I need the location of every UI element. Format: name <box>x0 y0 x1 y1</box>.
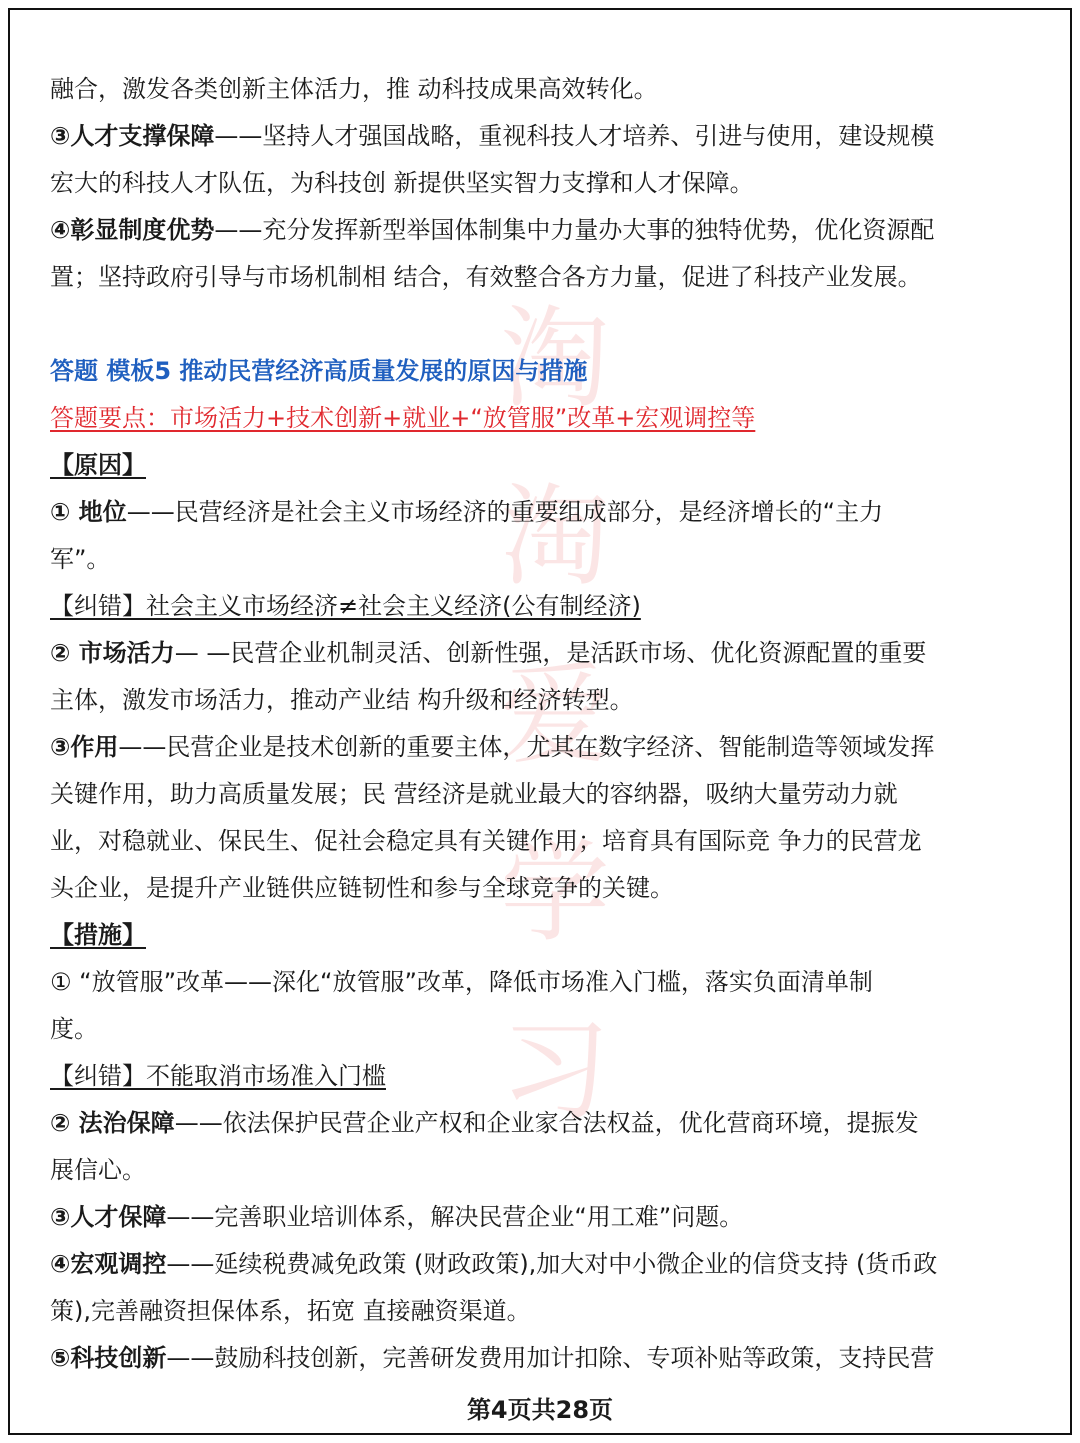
paragraph-line: 融合，激发各类创新主体活力，推 动科技成果高效转化。 <box>50 75 658 103</box>
paragraph-line: ② 市场活力— —民营企业机制灵活、创新性强，是活跃市场、优化资源配置的重要 <box>50 639 927 667</box>
paragraph-line: ③作用——民营企业是技术创新的重要主体，尤其在数字经济、智能制造等领域发挥 <box>50 733 935 761</box>
section-header-measures: 【措施】 <box>50 921 146 949</box>
item-heading: ③人才支撑保障 <box>50 122 215 150</box>
watermark-char: 学 <box>500 829 610 957</box>
paragraph-line: ③人才支撑保障——坚持人才强国战略，重视科技人才培养、引进与使用，建设规模 <box>50 122 935 150</box>
paragraph-line: ④彰显制度优势——充分发挥新型举国体制集中力量办大事的独特优势，优化资源配 <box>50 216 935 244</box>
paragraph-line: 头企业，是提升产业链供应链韧性和参与全球竞争的关键。 <box>50 874 674 902</box>
page-footer: 第4页共28页 <box>466 1396 614 1424</box>
item-heading: ④彰显制度优势 <box>50 216 215 244</box>
paragraph-line: 军”。 <box>50 545 111 573</box>
item-heading: ⑤科技创新 <box>50 1344 167 1372</box>
watermark-char: 淘 <box>500 473 610 601</box>
paragraph-line: 业，对稳就业、保民生、促社会稳定具有关键作用；培育具有国际竞 争力的民营龙 <box>50 827 922 855</box>
paragraph-line: ② 法治保障——依法保护民营企业产权和企业家合法权益，优化营商环境，提振发 <box>50 1109 919 1137</box>
paragraph-line: 关键作用，助力高质量发展；民 营经济是就业最大的容纳器，吸纳大量劳动力就 <box>50 780 898 808</box>
item-heading: ② 法治保障 <box>50 1109 175 1137</box>
correction-note: 【纠错】不能取消市场准入门槛 <box>50 1062 386 1090</box>
item-heading: ① 地位 <box>50 498 127 526</box>
correction-note: 【纠错】社会主义市场经济≠社会主义经济(公有制经济) <box>50 592 641 620</box>
paragraph-line: 置；坚持政府引导与市场机制相 结合，有效整合各方力量，促进了科技产业发展。 <box>50 263 922 291</box>
watermark-char: 淘 <box>500 295 610 423</box>
item-heading: ④宏观调控 <box>50 1250 167 1278</box>
paragraph-line: ③人才保障——完善职业培训体系，解决民营企业“用工难”问题。 <box>50 1203 744 1231</box>
paragraph-line: ① 地位——民营经济是社会主义市场经济的重要组成部分，是经济增长的“主力 <box>50 498 884 526</box>
item-heading: ③作用 <box>50 733 119 761</box>
watermark-char: 爱 <box>500 651 610 779</box>
item-heading: ③人才保障 <box>50 1203 167 1231</box>
key-points-line <box>50 395 1025 442</box>
paragraph-line: 主体，激发市场活力，推动产业结 构升级和经济转型。 <box>50 686 634 714</box>
key-points: 答题要点：市场活力+技术创新+就业+“放管服”改革+宏观调控等 <box>50 404 756 432</box>
paragraph-line: ① “放管服”改革——深化“放管服”改革，降低市场准入门槛，落实负面清单制 <box>50 968 873 996</box>
section-header-reasons: 【原因】 <box>50 451 146 479</box>
module-title: 答题 模板5 推动民营经济高质量发展的原因与措施 <box>50 357 588 385</box>
document-body <box>50 66 1025 1382</box>
item-heading: ② 市场活力 <box>50 639 175 667</box>
paragraph-line: 展信心。 <box>50 1156 146 1184</box>
watermark-char: 习 <box>500 1007 610 1135</box>
paragraph-line: 策),完善融资担保体系，拓宽 直接融资渠道。 <box>50 1297 531 1325</box>
paragraph-line: 宏大的科技人才队伍，为科技创 新提供坚实智力支撑和人才保障。 <box>50 169 754 197</box>
paragraph-line: ④宏观调控——延续税费减免政策 (财政政策),加大对中小微企业的信贷支持 (货币政 <box>50 1250 938 1278</box>
paragraph-line: ⑤科技创新——鼓励科技创新，完善研发费用加计扣除、专项补贴等政策，支持民营 <box>50 1344 935 1372</box>
paragraph-line: 度。 <box>50 1015 98 1043</box>
